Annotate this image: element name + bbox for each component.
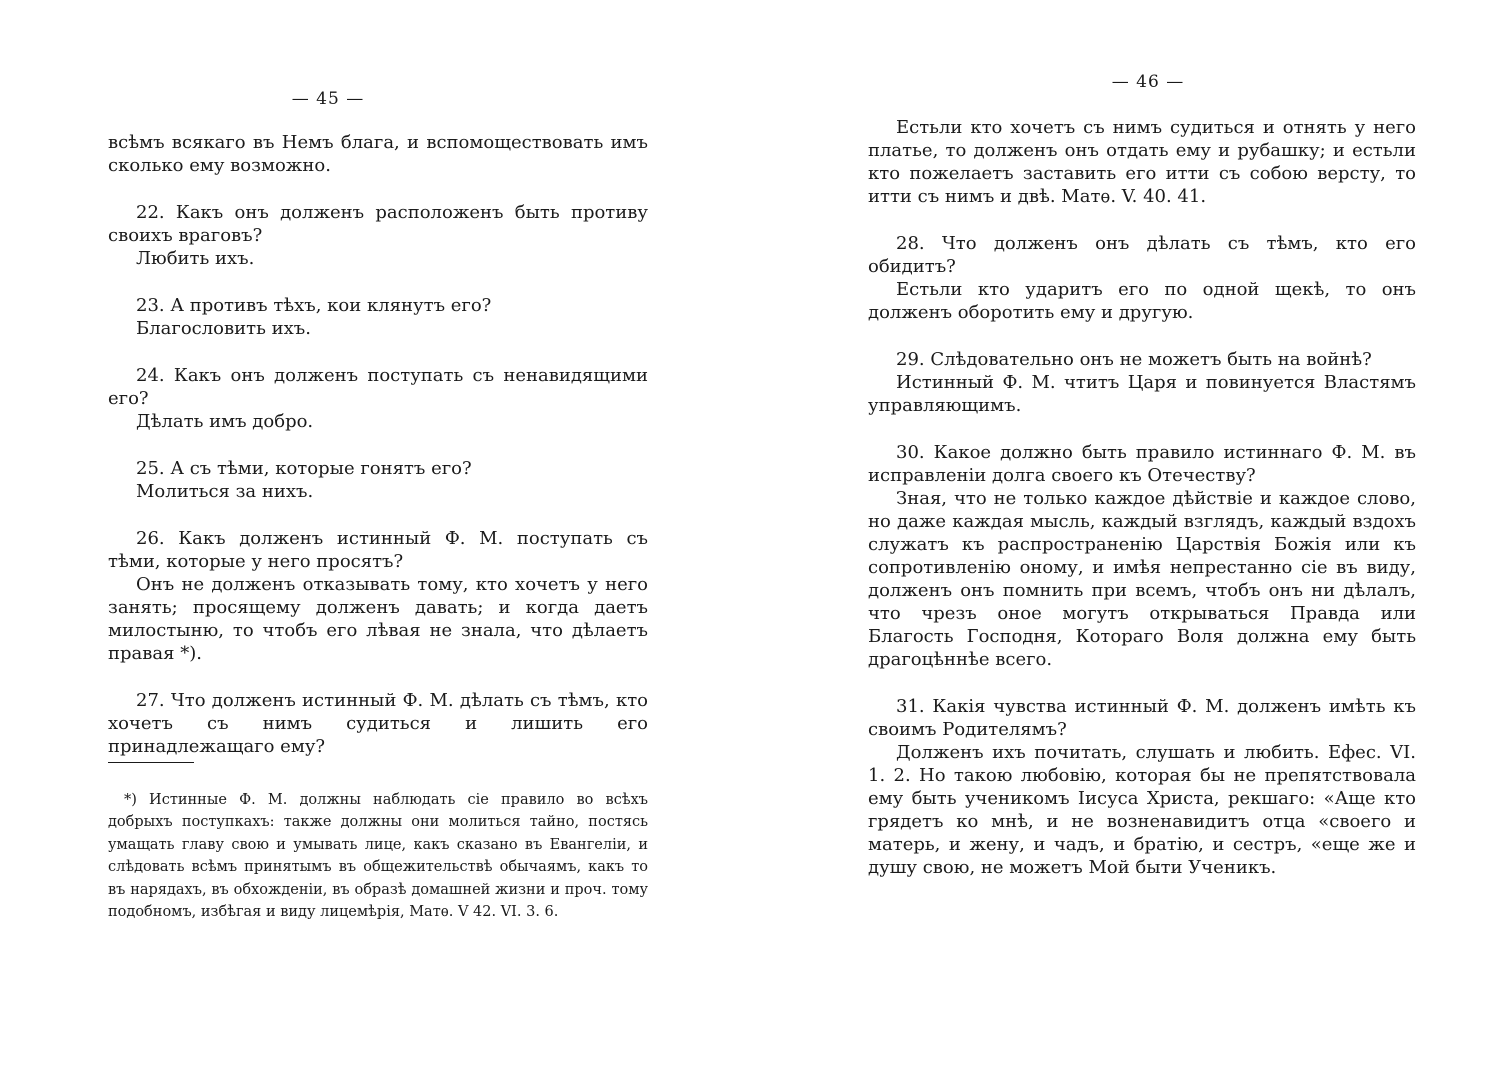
answer: Любить ихъ. — [136, 248, 255, 269]
question: 28. Что долженъ онъ дѣлать съ тѣмъ, кто его обидитъ? — [868, 233, 1416, 277]
question: 27. Что долженъ истинный Ф. М. дѣлать съ тѣмъ, кто хочетъ съ нимъ судиться и лишить его принадлежащаго ему? — [108, 690, 648, 757]
footnote-divider — [108, 762, 194, 763]
answer: Долженъ ихъ почитать, слушать и любить. Ефес. VI. 1. 2. Но такою любовію, которая бы не препятствовала ему быть ученикомъ Іисуса Христа, рекшаго: «Аще кто грядетъ ко мнѣ, и не возненавидитъ отца «своего и матерь, и жену, и чадъ, и братію, и сестръ, «еще же и душу свою, не можетъ Мой быти Ученикъ. — [868, 742, 1416, 878]
qa-block-27 — [108, 689, 648, 758]
qa-block-24 — [108, 364, 648, 433]
qa-block-26 — [108, 527, 648, 665]
question: 24. Какъ онъ долженъ поступать съ ненавидящими его? — [108, 365, 648, 409]
footnote: *) Истинные Ф. М. должны наблюдать сіе правило во всѣхъ добрыхъ поступкахъ: также должны они молиться тайно, постясь умащать главу свою и умывать лице, какъ сказано въ Евангеліи, и слѣдовать всѣмъ принятымъ въ общежительствѣ обычаямъ, какъ то въ нарядахъ, въ обхожденіи, въ образѣ домашней жизни и проч. тому подобномъ, избѣгая и виду лицемѣрія, Матѳ. V 42. VI. 3. 6. — [108, 791, 648, 920]
page-number: — 45 — — [291, 89, 365, 109]
question: 29. Слѣдовательно онъ не можетъ быть на войнѣ? — [896, 349, 1372, 370]
question: 26. Какъ долженъ истинный Ф. М. поступать съ тѣми, которые у него просятъ? — [108, 528, 648, 572]
page-body — [868, 116, 1416, 903]
page-body — [108, 131, 648, 782]
question: 31. Какія чувства истинный Ф. М. долженъ имѣть къ своимъ Родителямъ? — [868, 696, 1416, 740]
answer: Дѣлать имъ добро. — [136, 411, 314, 432]
qa-block-22 — [108, 201, 648, 270]
qa-block-29 — [868, 348, 1416, 417]
qa-block-31 — [868, 695, 1416, 879]
page-number: — 46 — — [1111, 72, 1185, 92]
question: 30. Какое должно быть правило истиннаго Ф. М. въ исправленіи долга своего къ Отечеству? — [868, 442, 1416, 486]
qa-block-30 — [868, 441, 1416, 671]
answer: Зная, что не только каждое дѣйствіе и каждое слово, но даже каждая мысль, каждый взглядъ, каждый вздохъ служатъ къ распространенію Царствія Божія или къ сопротивленію оному, и имѣя непрестанно сіе въ виду, долженъ онъ помнить при всемъ, чтобъ онъ ни дѣлалъ, что чрезъ оное могутъ открываться Правда или Благость Господня, Котораго Воля должна ему быть драгоцѣннѣе всего. — [868, 488, 1416, 670]
paragraph-text: Естьли кто хочетъ съ нимъ судиться и отнять у него платье, то долженъ онъ отдать ему и рубашку; и естьли кто пожелаетъ заставить его итти съ собою версту, то итти съ нимъ и двѣ. Матѳ. V. 40. 41. — [868, 117, 1416, 207]
question: 25. А съ тѣми, которые гонятъ его? — [136, 458, 472, 479]
qa-block-28 — [868, 232, 1416, 324]
answer: Естьли кто ударитъ его по одной щекѣ, то онъ долженъ оборотить ему и другую. — [868, 279, 1416, 323]
paragraph-continuation — [868, 116, 1416, 208]
answer: Молиться за нихъ. — [136, 481, 314, 502]
qa-block-25 — [108, 457, 648, 503]
answer: Онъ не долженъ отказывать тому, кто хочетъ у него занять; просящему долженъ давать; и когда даетъ милостыню, то чтобъ его лѣвая не знала, что дѣлаетъ правая *). — [108, 574, 648, 664]
answer: Истинный Ф. М. чтитъ Царя и повинуется Властямъ управляющимъ. — [868, 372, 1416, 416]
question: 22. Какъ онъ долженъ расположенъ быть противу своихъ враговъ? — [108, 202, 648, 246]
question: 23. А противъ тѣхъ, кои клянутъ его? — [136, 295, 492, 316]
paragraph-text: всѣмъ всякаго въ Немъ блага, и вспомоществовать имъ сколько ему возможно. — [108, 132, 648, 176]
qa-block-23 — [108, 294, 648, 340]
paragraph-continuation — [108, 131, 648, 177]
answer: Благословить ихъ. — [136, 318, 311, 339]
